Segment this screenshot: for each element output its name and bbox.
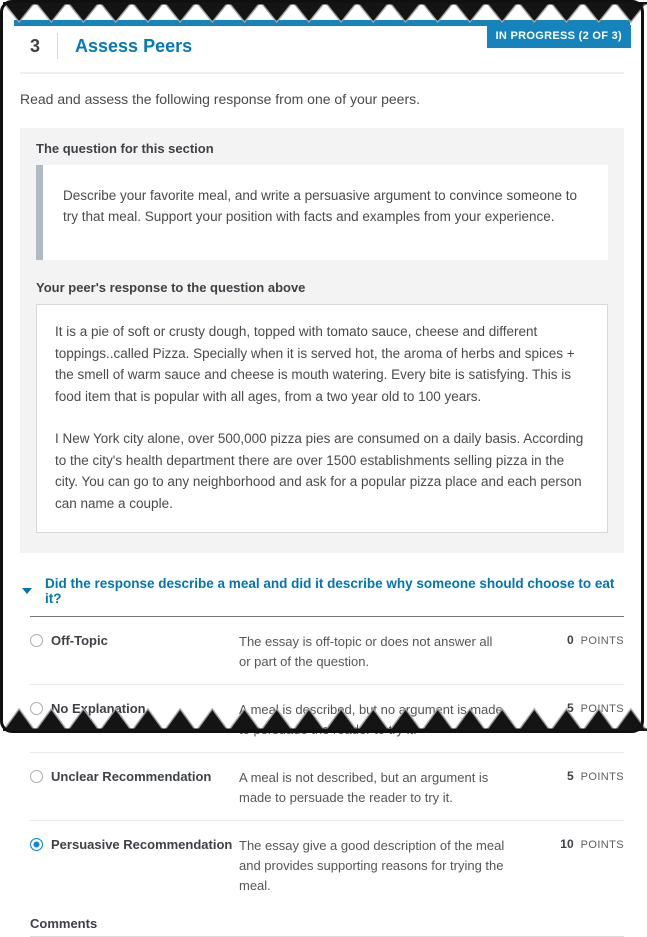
criterion-question: Did the response describe a meal and did it describe why someone should choose to eat it? xyxy=(45,576,615,606)
torn-edge-bottom-decoration xyxy=(3,704,647,731)
criterion-collapse-header[interactable] xyxy=(20,576,624,606)
rubric-criterion xyxy=(20,576,624,908)
option-points xyxy=(532,836,624,851)
option-points xyxy=(532,632,624,647)
rubric-option-row[interactable] xyxy=(30,753,624,821)
comments-label: Comments xyxy=(30,916,98,931)
torn-edge-top-decoration xyxy=(3,2,647,27)
header-rule xyxy=(20,72,624,74)
option-label: Persuasive Recommendation xyxy=(51,837,233,852)
option-label: Unclear Recommendation xyxy=(51,769,212,784)
header-divider xyxy=(57,33,58,59)
intro-text: Read and assess the following response from one of your peers. xyxy=(20,91,421,107)
points-label: POINTS xyxy=(580,635,624,647)
option-description: The essay give a good description of the meal and provides supporting reasons for trying the meal. xyxy=(239,838,505,893)
points-value: 5 xyxy=(566,769,574,783)
question-prompt: Describe your favorite meal, and write a persuasive argument to convince someone to try that meal. Support your position with facts and examples from your experience. xyxy=(36,165,608,260)
rubric-option-row[interactable] xyxy=(30,821,624,908)
rubric-option-row[interactable] xyxy=(30,617,624,685)
option-description: The essay is off-topic or does not answer all or part of the question. xyxy=(239,634,493,669)
radio-button[interactable] xyxy=(30,634,43,647)
criterion-options xyxy=(30,616,624,908)
status-badge: IN PROGRESS (2 OF 3) xyxy=(487,25,631,48)
page-title: Assess Peers xyxy=(75,35,193,56)
option-points xyxy=(532,768,624,783)
prompt-and-response-panel xyxy=(20,128,624,553)
points-value: 10 xyxy=(560,837,574,851)
peer-response-paragraph: It is a pie of soft or crusty dough, topped with tomato sauce, cheese and different toppings..called Pizza. Specially when it is served hot, the aroma of herbs and spices + the smell of warm sauce and cheese is mouth watering. Every bite is satisfying. This is food item that is popular with all ages, from a two year old to 100 years. xyxy=(55,324,575,404)
radio-button[interactable] xyxy=(30,770,43,783)
points-value: 0 xyxy=(566,633,574,647)
option-description: A meal is not described, but an argument is made to persuade the reader to try it. xyxy=(239,770,489,805)
option-label: Off-Topic xyxy=(51,633,108,648)
collapse-chevron-icon xyxy=(22,588,32,594)
peer-response-title: Your peer's response to the question above xyxy=(36,280,306,295)
peer-response-text xyxy=(36,304,608,533)
step-number: 3 xyxy=(30,35,41,56)
points-label: POINTS xyxy=(580,839,624,851)
points-label: POINTS xyxy=(580,771,624,783)
question-section-title: The question for this section xyxy=(36,141,214,156)
radio-button[interactable] xyxy=(30,838,43,851)
peer-response-paragraph: I New York city alone, over 500,000 pizza pies are consumed on a daily basis. According to the city's health department there are over 1500 establishments selling pizza in the city. You can go to any neighborhood and ask for a popular pizza place and each person can name a couple. xyxy=(55,431,584,511)
